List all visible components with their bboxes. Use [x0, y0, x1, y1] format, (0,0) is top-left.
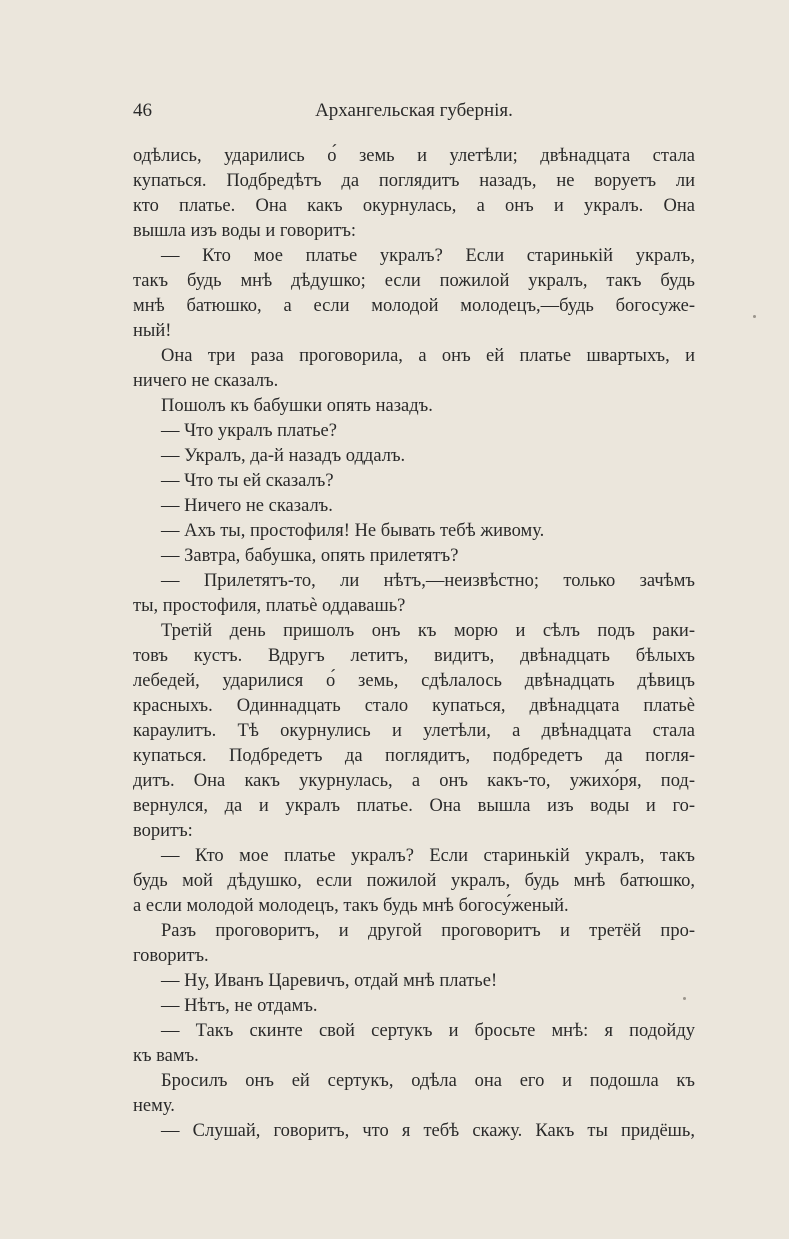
- text-line: — Слушай, говоритъ, что я тебѣ скажу. Какъ ты придёшь,: [161, 1121, 695, 1141]
- text-line: вышла изъ воды и говоритъ:: [133, 221, 357, 241]
- text-line: дитъ. Она какъ укурнулась, а онъ какъ-то, ужихо́ря, под-: [133, 771, 695, 791]
- text-line: — Кто мое платье укралъ? Если старинькій укралъ, такъ: [161, 846, 695, 866]
- text-line: — Что укралъ платье?: [161, 421, 337, 441]
- text-line: вернулся, да и укралъ платье. Она вышла изъ воды и го-: [133, 796, 695, 816]
- page-number: 46: [133, 100, 152, 121]
- text-line: Разъ проговоритъ, и другой проговоритъ и третёй про-: [161, 921, 695, 941]
- text-line: говоритъ.: [133, 946, 209, 966]
- text-line: такъ будь мнѣ дѣдушко; если пожилой укралъ, такъ будь: [133, 271, 695, 291]
- text-line: воритъ:: [133, 821, 193, 841]
- text-line: купаться. Подбредѣтъ да поглядитъ назадъ, не воруетъ ли: [133, 171, 695, 191]
- text-line: Пошолъ къ бабушки опять назадъ.: [161, 396, 433, 416]
- text-line: одѣлись, ударились о́ земь и улетѣли; двѣнадцата стала: [133, 146, 695, 166]
- text-line: будь мой дѣдушко, если пожилой укралъ, будь мнѣ батюшко,: [133, 871, 695, 891]
- text-line: къ вамъ.: [133, 1046, 199, 1066]
- text-line: Третій день пришолъ онъ къ морю и сѣлъ подъ раки-: [161, 621, 695, 641]
- text-line: — Ничего не сказалъ.: [161, 496, 333, 516]
- text-line: — Укралъ, да-й назадъ оддалъ.: [161, 446, 406, 466]
- text-line: — Прилетятъ-то, ли нѣтъ,—неизвѣстно; только зачѣмъ: [161, 571, 695, 591]
- text-line: нему.: [133, 1096, 175, 1116]
- page-header: [133, 100, 695, 128]
- text-line: — Кто мое платье укралъ? Если старинькій укралъ,: [161, 246, 695, 266]
- text-line: Бросилъ онъ ей сертукъ, одѣла она его и подошла къ: [161, 1071, 695, 1091]
- text-line: лебедей, ударилися о́ земь, сдѣлалось двѣнадцать дѣвицъ: [133, 671, 695, 691]
- text-line: — Завтра, бабушка, опять прилетятъ?: [161, 546, 459, 566]
- text-line: мнѣ батюшко, а если молодой молодецъ,—будь богосуже-: [133, 296, 695, 316]
- paper-speck: [753, 315, 756, 318]
- text-line: — Что ты ей сказалъ?: [161, 471, 334, 491]
- text-line: — Такъ скинте свой сертукъ и бросьте мнѣ: я подойду: [161, 1021, 695, 1041]
- paper-speck: [683, 997, 686, 1000]
- text-line: — Нѣтъ, не отдамъ.: [161, 996, 318, 1016]
- text-line: красныхъ. Одиннадцать стало купаться, двѣнадцата платьѐ: [133, 696, 695, 716]
- text-line: — Ну, Иванъ Царевичъ, отдай мнѣ платье!: [161, 971, 498, 991]
- text-line: — Ахъ ты, простофиля! Не бывать тебѣ живому.: [161, 521, 545, 541]
- text-line: караулитъ. Тѣ окурнулись и улетѣли, а двѣнадцата стала: [133, 721, 695, 741]
- text-line: ты, простофиля, платьѐ оддавашь?: [133, 596, 406, 616]
- text-line: купаться. Подбредетъ да поглядитъ, подбредетъ да погля-: [133, 746, 695, 766]
- text-line: а если молодой молодецъ, такъ будь мнѣ богосу́женый.: [133, 896, 569, 916]
- text-line: кто платье. Она какъ окурнулась, а онъ и укралъ. Она: [133, 196, 695, 216]
- text-line: Она три раза проговорила, а онъ ей платье швартыхъ, и: [161, 346, 695, 366]
- text-line: ничего не сказалъ.: [133, 371, 279, 391]
- running-head: Архангельская губернія.: [315, 100, 513, 121]
- body-text: [133, 144, 695, 1144]
- text-line: товъ кустъ. Вдругъ летитъ, видитъ, двѣнадцать бѣлыхъ: [133, 646, 695, 666]
- text-line: ный!: [133, 321, 172, 341]
